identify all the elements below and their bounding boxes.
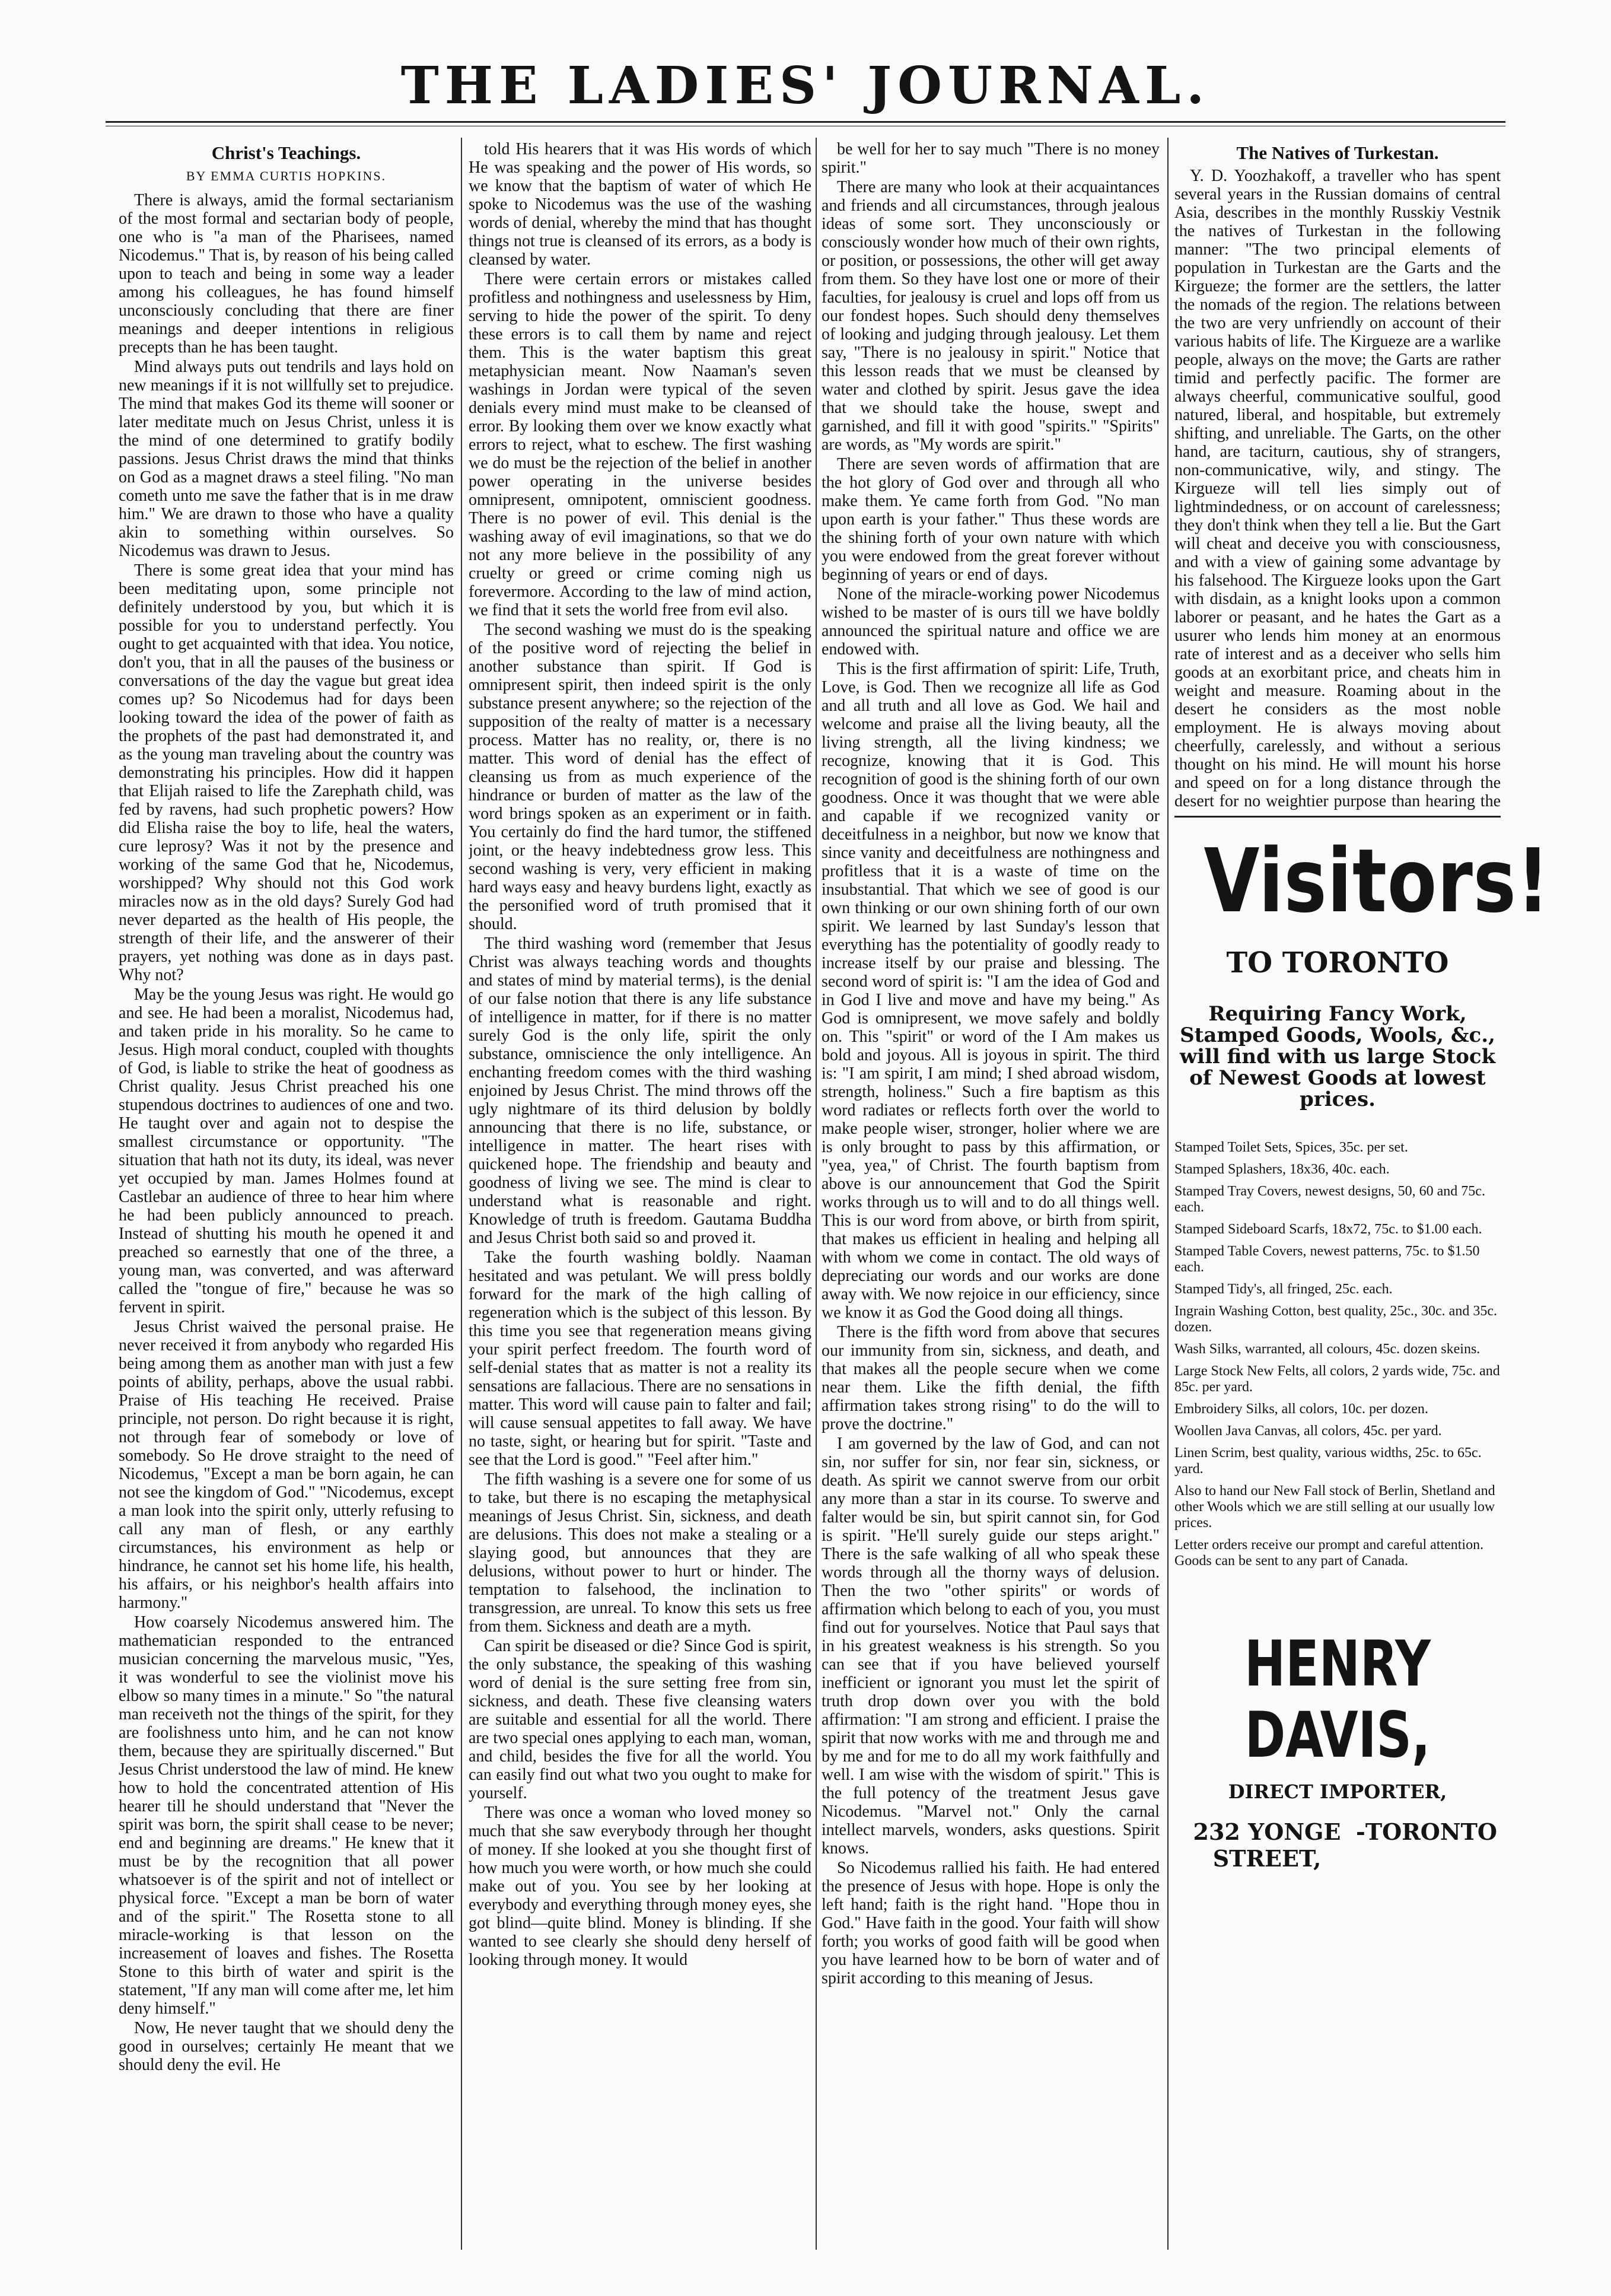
column-divider: [1167, 138, 1169, 2250]
article-title: Christ's Teachings.: [211, 142, 361, 163]
paragraph: There were certain errors or mistakes called profitless and nothingness and uselessness by Him, serving to hide the power of the spirit. To deny these errors is to call them by name and reject them. This is the water baptism this great metaphysician meant. Now Naaman's seven washings in Jordan were typical of the seven denials every mind must make to be cleansed of error. By looking them over we know exactly what errors to reject, what to eschew. The first washing we do must be the rejection of the belief in another power operating in the universe besides omnipresent, omnipotent, omniscient goodness. There is no power of evil. This denial is the washing away of evil imaginations, so that we do not any more believe in the possibility of any cruelty or greed or crime coming nigh us forevermore. According to the law of mind action, we find that it sets the world free from evil also.: [469, 270, 811, 619]
ad-price-item: Wash Silks, warranted, all colours, 45c. dozen skeins.: [1174, 1341, 1481, 1357]
masthead: THE LADIES' JOURNAL.: [400, 56, 1211, 116]
column-divider: [816, 138, 817, 2250]
ad-price-item: Stamped Tray Covers, newest designs, 50, 60 and 75c. each.: [1174, 1184, 1485, 1215]
column-divider: [461, 138, 462, 2250]
ad-price-list: [1174, 1140, 1501, 1569]
paragraph: The second washing we must do is the speaking of the positive word of rejecting the belief in another substance than spirit. If God is omnipresent spirit, then indeed spirit is the only substance present anywhere; so the rejection of the supposition of the realty of matter is a necessary process. Matter has no reality, or, there is no matter. This word of denial has the effect of cleansing us from as much experience of the hindrance or burden of matter as the law of the word brings spoken as an experiment or in faith. You certainly do find the hard tumor, the stiffened joint, or the heavy indebtedness grow less. This second washing is very, very efficient in making hard ways easy and heavy burdens light, exactly as the personified word of truth promised that it should.: [469, 621, 811, 933]
ad-pitch: Requiring Fancy Work, Stamped Goods, Wools, &c., will find with us large Stock of Newest Goods at lowest prices.: [1179, 1002, 1496, 1111]
article-body: [469, 140, 811, 1969]
ad-price-item: Stamped Table Covers, newest patterns, 75c. to $1.50 each.: [1174, 1244, 1480, 1275]
paragraph: be well for her to say much "There is no money spirit.": [822, 140, 1160, 177]
column-4: [1174, 140, 1501, 810]
column-1: [119, 140, 454, 2249]
ad-price-item: Stamped Splashers, 18x36, 40c. each.: [1174, 1162, 1390, 1177]
ad-price-item: Ingrain Washing Cotton, best quality, 25c., 30c. and 35c. dozen.: [1174, 1303, 1497, 1335]
paragraph: None of the miracle-working power Nicodemus wished to be master of is ours till we have boldly announced the spiritual nature and office we are endowed with.: [822, 585, 1160, 659]
ad-headline: Visitors!: [1204, 830, 1550, 932]
ad-merchant-name: HENRY DAVIS,: [1244, 1627, 1431, 1772]
article-title: The Natives of Turkestan.: [1236, 142, 1439, 163]
paragraph: This is the first affirmation of spirit: Life, Truth, Love, is God. Then we recognize all life as God and all truth and all love as God. We hail and welcome and praise all the living beauty, all the living strength, all the living kindness; we recognize, knowing that it is God. This recognition of good is the shining forth of our own goodness. Once it was thought that we were able and capable if we recognized vanity or deceitfulness in a neighbor, but now we know that since vanity and deceitfulness are nothingness and profitless that it is a waste of time on the insubstantial. That which we see of good is our own thinking or our own shining forth of our own spirit. We learned by last Sunday's lesson that everything has the potentiality of goodly ready to increase itself by our praise and blessing. The second word of spirit is: "I am the idea of God and in God I live and move and have my being." As God is omnipresent, we move safely and boldly on. This "spirit" or word of the I Am makes us bold and joyous. All is joyous in spirit. The third is: "I am spirit, I am mind; I shed abroad wisdom, strength, holiness." Such a fire baptism as this word radiates or reflects forth over the world to make people wiser, stronger, holier where we are is only brought to pass by this affirmation, or "yea, yea," of Christ. The fourth baptism from above is our announcement that God the Spirit works through us to will and to do all things well. This is our word from above, or birth from spirit, that makes us efficient in healing and helping all with whom we come in contact. The old ways of depreciating our words and our works are done away with. We now rejoice in our efficiency, since we know it as God the Good doing all things.: [822, 660, 1160, 1322]
article-body: [119, 191, 454, 2074]
ad-price-item: Large Stock New Felts, all colors, 2 yards wide, 75c. and 85c. per yard.: [1174, 1363, 1500, 1395]
paragraph: Jesus Christ waived the personal praise. He never received it from anybody who regarded His being among them as another man with just a few points of ability, perhaps, above the usual rabbi. Praise of His teaching He received. Praise principle, not person. Do right because it is right, not through fear of somebody or love of somebody. So He drove straight to the need of Nicodemus, "Except a man be born again, he can not see the kingdom of God." "Nicodemus, except a man look into the spirit only, utterly refusing to call any man of flesh, or any earthly circumstances, his environment as help or hindrance, he cannot set his home life, his health, his affairs, or his neighbor's health affairs into harmony.": [119, 1318, 454, 1612]
column-2: [469, 140, 811, 2249]
paragraph: There is the fifth word from above that secures our immunity from sin, sickness, and death, and that makes all the people secure when we come near them. Like the fifth denial, the fifth affirmation takes strong rising" to do the will to prove the doctrine.": [822, 1323, 1160, 1433]
article-body: [1174, 167, 1501, 810]
ad-dash: -: [1356, 1818, 1365, 1845]
ad-price-item: Also to hand our New Fall stock of Berlin, Shetland and other Wools which we are still selling at our usually low prices.: [1174, 1483, 1495, 1531]
paragraph: There is some great idea that your mind has been meditating upon, some principle not definitely understood by you, but which it is possible for you to understand perfectly. You ought to get acquainted with that idea. You notice, don't you, that in all the pauses of the business or conversations of the day the vague but great idea comes up? So Nicodemus had for days been looking toward the idea of the power of faith as the prophets of the past had demonstrated it, and as the young man traveling about the country was demonstrating his principles. How did it happen that Elijah raised to life the Zarephath child, was fed by ravens, had such prophetic powers? How did Elisha raise the boy to life, heal the waters, cure leprosy? Was it not by the presence and working of the same God that he, Nicodemus, worshipped? Why should not this God work miracles now as in the old days? Surely God had never departed as the health of His people, the strength of their life, and the answerer of their prayers, yet nothing was done as in days past. Why not?: [119, 561, 454, 984]
paragraph: Mind always puts out tendrils and lays hold on new meanings if it is not willfully set to prejudice. The mind that makes God its theme will sooner or later meditate much on Jesus Christ, unless it is the mind of one determined to gratify bodily passions. Jesus Christ draws the mind that thinks on God as a magnet draws a steel filing. "No man cometh unto me save the father that is in me draw him." We are drawn to those who have a quality akin to something within ourselves. So Nicodemus was drawn to Jesus.: [119, 358, 454, 560]
paragraph: I am governed by the law of God, and can not sin, nor suffer for sin, nor fear sin, sickness, or death. As spirit we cannot swerve from our orbit any more than a star in its course. To swerve and falter would be sin, but spirit cannot sin, for God is spirit. "He'll surely guide our steps aright." There is the safe walking of all who speak these words through all the thorny ways of delusion. Then the two "other spirits" or words of affirmation which belong to each of you, you must find out for yourselves. Notice that Paul says that in his greatest weakness is his strength. So you can see that if you have believed yourself inefficient or ignorant you must let the spirit of truth drop down over you with the bold affirmation: "I am strong and efficient. I praise the spirit that now works with me and through me and by me and for me to do all my work faithfully and well. I am wise with the wisdom of spirit." This is the full potency of the treatment Jesus gave Nicodemus. "Marvel not." Only the carnal intellect marvels, wonders, asks questions. Spirit knows.: [822, 1435, 1160, 1858]
ad-address: [1174, 1818, 1501, 1872]
paragraph: There are seven words of affirmation that are the hot glory of God over and through all who make them. Ye came forth from God. "No man upon earth is your father." Thus these words are the shining forth of your own nature with which you were endowed from the great forever without beginning of years or end of days.: [822, 455, 1160, 584]
paragraph: The fifth washing is a severe one for some of us to take, but there is no escaping the metaphysical meanings of Jesus Christ. Sin, sickness, and death are delusions. This does not make a stealing or a slaying good, but announces that they are delusions, without power to hurt or hinder. The temptation to falsehood, the inclination to transgression, are unreal. To know this sets us free from them. Sickness and death are a myth.: [469, 1470, 811, 1636]
paragraph: So Nicodemus rallied his faith. He had entered the presence of Jesus with hope. Hope is only the left hand; faith is the right hand. "Hope thou in God." Have faith in the good. Your faith will show forth; you works of good faith will be good when you have learned how to be born of water and of spirit according to this meaning of Jesus.: [822, 1859, 1160, 1987]
advertisement: [1174, 822, 1550, 2246]
paragraph: Take the fourth washing boldly. Naaman hesitated and was petulant. We will press boldly forward for the mark of the high calling of regeneration which is the subject of this lesson. By this time you see that regeneration means giving your spirit perfect freedom. The fourth word of self-denial states that as matter is not a reality its sensations are fallacious. There are no sensations in matter. This word will cause pain to falter and fail; will cause sensual appetites to fall away. We have no taste, sight, or hearing but for spirit. "Taste and see that the Lord is good." "Feel after him.": [469, 1248, 811, 1469]
paragraph: May be the young Jesus was right. He would go and see. He had been a moralist, Nicodemus had, and taken pride in his morality. So he came to Jesus. High moral conduct, coupled with thoughts of God, is liable to strike the heat of goodness as Christ quality. Jesus Christ preached his one stupendous doctrines to audiences of one and two. He taught over and again not to despise the smallest circumstance or opportunity. "The situation that hath not its duty, its ideal, was never yet occupied by man. James Holmes found at Castlebar an audience of three to hear him where he had been publicly announced to preach. Instead of shutting his mouth he opened it and preached so earnestly that one of the three, a young man, was converted, and was afterward called the "tongue of fire," because he was so fervent in spirit.: [119, 985, 454, 1316]
ad-price-item: Woollen Java Canvas, all colors, 45c. per yard.: [1174, 1423, 1442, 1439]
ad-city: TORONTO: [1365, 1818, 1497, 1845]
paragraph: Can spirit be diseased or die? Since God is spirit, the only substance, the speaking of this washing word of denial is the sure setting free from sin, sickness, and death. These five cleansing waters are suitable and essential for all the world. There are two special ones applying to each man, woman, and child, besides the five for all the world. You can easily find out what two you ought to make for yourself.: [469, 1637, 811, 1802]
paragraph: There was once a woman who loved money so much that she saw everybody through her thought of money. If she looked at you she thought first of how much you were worth, or how much she could make out of you. You see by her looking at everybody and everything through money eyes, she got blind—quite blind. Money is blinding. If she wanted to see clearly she should deny herself of looking through money. It would: [469, 1804, 811, 1969]
article-body: [822, 140, 1160, 1987]
ad-street: 232 YONGE STREET,: [1193, 1818, 1341, 1872]
ad-price-item: Stamped Tidy's, all fringed, 25c. each.: [1174, 1281, 1393, 1297]
paragraph: How coarsely Nicodemus answered him. The mathematician responded to the entranced musician concerning the marvelous music, "Yes, it was wonderful to see the violinist move his elbow so many times in a minute." So "the natural man receiveth not the things of the spirit, for they are foolishness unto him, and he can not know them, because they are spiritually discerned." But Jesus Christ understood the law of mind. He knew how to hold the concentrated attention of His hearer till he should understand that "Never the spirit was born, the spirit shall cease to be never; end and beginning are dreams." He knew that it must be by the recognition that all power whatsoever is of the spirit and not of intellect or physical force. "Except a man be born of water and of the spirit." The Rosetta stone to all miracle-working is that lesson on the increasement of loaves and fishes. The Rosetta Stone to this birth of water and spirit is the statement, "If any man will come after me, let him deny himself.": [119, 1613, 454, 2018]
ad-price-item: Stamped Sideboard Scarfs, 18x72, 75c. to $1.00 each.: [1174, 1222, 1482, 1237]
paragraph: told His hearers that it was His words of which He was speaking and the power of His words, so we know that the baptism of water of which He spoke to Nicodemus was the use of the washing words of denial, whereby the mind that has thought things not true is cleansed of its errors, as a body is cleansed by water.: [469, 140, 811, 269]
paragraph: Now, He never taught that we should deny the good in ourselves; certainly He meant that we should deny the evil. He: [119, 2019, 454, 2074]
masthead-rule: [106, 121, 1505, 123]
paragraph: There are many who look at their acquaintances and friends and all circumstances, through jealous ideas of some sort. They unconsciously or consciously wonder how much of their own rights, or position, or possessions, the other will get away from them. So they have lost one or more of their faculties, for jealousy is cruel and lops off from us our fondest hopes. Such should deny themselves of looking and judging through jealousy. Let them say, "There is no jealousy in spirit." Notice that this lesson reads that we must be cleansed by water and clothed by spirit. Jesus gave the idea that we should take the house, swept and garnished, and fill it with good "spirits." "Spirits" are words, as "My words are spirit.": [822, 178, 1160, 454]
ad-price-item: Embroidery Silks, all colors, 10c. per dozen.: [1174, 1401, 1428, 1417]
ad-merchant-title: DIRECT IMPORTER,: [1228, 1780, 1447, 1803]
ad-price-item: Stamped Toilet Sets, Spices, 35c. per set.: [1174, 1140, 1408, 1155]
ad-price-item: Linen Scrim, best quality, various widths, 25c. to 65c. yard.: [1174, 1445, 1482, 1477]
byline: BY EMMA CURTIS HOPKINS.: [186, 168, 387, 183]
column-3: [822, 140, 1160, 2249]
paragraph: Y. D. Yoozhakoff, a traveller who has spent several years in the Russian domains of central Asia, describes in the monthly Russkiy Vestnik the natives of Turkestan in the following manner: "The two principal elements of population in Turkestan are the Garts and the Kirgueze; the former are the settlers, the latter the nomads of the region. The relations between the two are very unfriendly on account of their various habits of life. The Kirgueze are a warlike people, always on the move; the Garts are rather timid and perfectly pacific. The former are always cheerful, communicative soulful, good natured, liberal, and hospitable, but extremely shifting, and unreliable. The Garts, on the other hand, are taciturn, cautious, shy of strangers, non-communicative, wily, and stingy. The Kirgueze will tell lies simply out of lightmindedness, or on account of carelessness; they don't think when they tell a lie. But the Gart will cheat and deceive you with consciousness, and with a view of gaining some advantage by his falsehood. The Kirgueze looks upon the Gart with disdain, as a knight looks upon a common laborer or peasant, and he hates the Gart as a usurer who lends him money at an enormous rate of interest and as a deceiver who sells him goods at an exorbitant price, and cheats him in weight and measure. Roaming about in the desert he considers as the most noble employment. He is always moving about cheerfully, carelessly, and without a serious thought on his mind. He will mount his horse and speed on for a long distance through the desert for no weightier purpose than hearing the: [1174, 167, 1501, 810]
ad-subhead: TO TORONTO: [1226, 946, 1449, 980]
ad-separator: [1174, 816, 1501, 818]
paragraph: There is always, amid the formal sectarianism of the most formal and sectarian body of people, one who is "a man of the Pharisees, named Nicodemus." That is, by reason of his being called upon to teach and being in some way a leader among his colleagues, he has found himself unconsciously concluding that there are finer meanings and deeper intentions in religious precepts than he has been taught.: [119, 191, 454, 357]
ad-price-item: Letter orders receive our prompt and careful attention. Goods can be sent to any part of Canada.: [1174, 1537, 1484, 1569]
paragraph: The third washing word (remember that Jesus Christ was always teaching words and thoughts and states of mind by material terms), is the denial of our false notion that there is any life substance of intelligence in matter, for if there is no matter surely God is the only life, spirit the only substance, omniscience the only intelligence. An enchanting freedom comes with the third washing enjoined by Jesus Christ. The mind throws off the ugly nightmare of its third delusion by boldly announcing that there is no life, substance, or intelligence in matter. The heart rises with quickened hope. The friendship and beauty and goodness of living we see. The mind is clear to understand what is reasonable and right. Knowledge of truth is freedom. Gautama Buddha and Jesus Christ both said so and proved it.: [469, 934, 811, 1247]
